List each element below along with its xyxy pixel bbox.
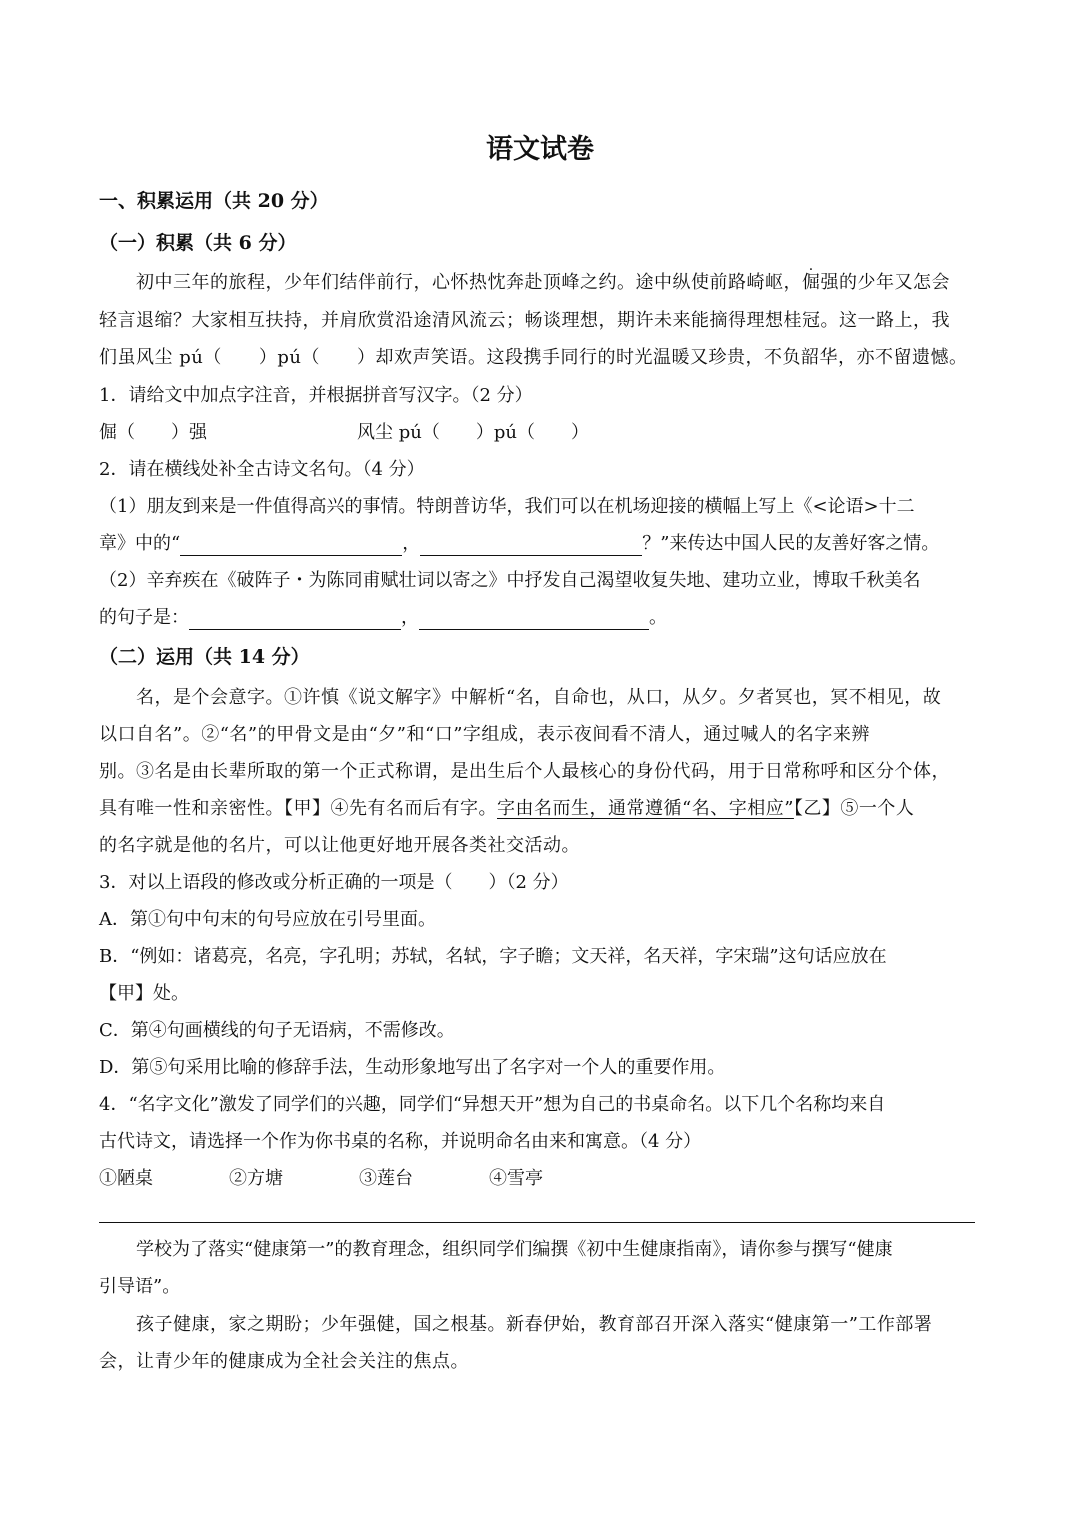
passage-text: 【乙】⑤一个人	[793, 798, 915, 819]
page-title: 语文试卷	[486, 134, 594, 165]
question-2-1-blanks	[99, 532, 939, 556]
passage-line: 名，是个会意字。①许慎《说文解字》中解析“名，自命也，从口，从夕。夕者冥也，冥不相见，故	[136, 687, 942, 708]
fill-blank[interactable]	[420, 537, 642, 556]
text: 。	[649, 607, 667, 628]
question-2-2-blanks	[99, 606, 667, 630]
text: 章》中的“	[99, 533, 181, 554]
answer-line[interactable]	[99, 1222, 975, 1223]
answer-blank-pu[interactable]: 风尘 pú（ ）pú（ ）	[357, 422, 589, 443]
question-1-answers	[99, 421, 589, 445]
name-option[interactable]: ②方塘	[229, 1168, 283, 1189]
passage-line: 们虽风尘 pú（ ）pú（ ）却欢声笑语。这段携手同行的时光温暖又珍贵，不负韶华，亦不留遗憾。	[99, 347, 968, 368]
question-3: 3．对以上语段的修改或分析正确的一项是（ ）（2 分）	[99, 872, 569, 893]
option-c[interactable]: C．第④句画横线的句子无语病，不需修改。	[99, 1020, 455, 1041]
question-1: 1．请给文中加点字注音，并根据拼音写汉字。（2 分）	[99, 385, 533, 406]
text: 的句子是：	[99, 607, 189, 628]
fill-blank[interactable]	[180, 537, 402, 556]
name-option[interactable]: ③莲台	[359, 1168, 413, 1189]
underlined-sentence: 字由名而生，通常遵循“名、字相应”	[497, 798, 794, 819]
passage-line	[136, 271, 950, 295]
section2-passage-cont: 会，让青少年的健康成为全社会关注的焦点。	[99, 1351, 469, 1372]
passage-text: 初中三年的旅程，少年们结伴前行，心怀热忱奔赴顶峰之约。途中纵使前路崎岖，	[136, 272, 802, 293]
section-heading: 一、积累运用（共 20 分）	[99, 190, 329, 212]
answer-blank-jue[interactable]: 倔（ ）强	[99, 422, 207, 443]
question-4-cont: 古代诗文，请选择一个作为你书桌的名称，并说明命名由来和寓意。（4 分）	[99, 1131, 702, 1152]
question-4: 4．“名字文化”激发了同学们的兴趣，同学们“异想天开”想为自己的书桌命名。以下几个名称均来自	[99, 1094, 886, 1115]
text: ，	[402, 533, 421, 554]
passage-line	[99, 797, 914, 821]
subsection-heading: （一）积累（共 6 分）	[99, 232, 297, 254]
fill-blank[interactable]	[189, 611, 401, 630]
option-b[interactable]: B．“例如：诸葛亮，名亮，字孔明；苏轼，名轼，字子瞻；文天祥，名天祥，字宋瑞”这句话应放在	[99, 946, 887, 967]
option-d[interactable]: D．第⑤句采用比喻的修辞手法，生动形象地写出了名字对一个人的重要作用。	[99, 1057, 726, 1078]
question-2-1-line: （1）朋友到来是一件值得高兴的事情。特朗普访华，我们可以在机场迎接的横幅上写上《<论语>十二	[99, 496, 915, 517]
text: ，	[401, 607, 419, 628]
fill-blank[interactable]	[419, 611, 649, 630]
section2-passage: 孩子健康，家之期盼；少年强健，国之根基。新春伊始，教育部召开深入落实“健康第一”工作部署	[136, 1314, 933, 1335]
option-b-cont: 【甲】处。	[99, 983, 189, 1004]
text: ？”来传达中国人民的友善好客之情。	[642, 533, 940, 554]
passage-text: 具有唯一性和亲密性。【甲】④先有名而后有字。	[99, 798, 497, 819]
section2-intro: 学校为了落实“健康第一”的教育理念，组织同学们编撰《初中生健康指南》，请你参与撰写“健康	[136, 1239, 893, 1260]
passage-line: 的名字就是他的名片，可以让他更好地开展各类社交活动。	[99, 835, 580, 856]
question-4-options	[99, 1167, 619, 1191]
question-2-2-line: （2）辛弃疾在《破阵子・为陈同甫赋壮词以寄之》中抒发自己渴望收复失地、建功立业，博取千秋美名	[99, 570, 921, 591]
passage-line: 别。③名是由长辈所取的第一个正式称谓，是出生后个人最核心的身份代码，用于日常称呼和区分个体，	[99, 761, 950, 782]
section2-intro-cont: 引导语”。	[99, 1276, 181, 1297]
option-a[interactable]: A．第①句中句末的句号应放在引号里面。	[99, 909, 436, 930]
dotted-character: 倔	[802, 272, 821, 293]
passage-line: 轻言退缩？大家相互扶持，并肩欣赏沿途清风流云；畅谈理想，期许未来能摘得理想桂冠。这一路上，我	[99, 310, 950, 331]
question-2: 2．请在横线处补全古诗文名句。（4 分）	[99, 459, 425, 480]
passage-line: 以口自名”。②“名”的甲骨文是由“夕”和“口”字组成，表示夜间看不清人，通过喊人的名字来辨	[99, 724, 870, 745]
name-option[interactable]: ④雪亭	[489, 1168, 543, 1189]
name-option[interactable]: ①陋桌	[99, 1168, 153, 1189]
subsection-heading: （二）运用（共 14 分）	[99, 646, 310, 668]
passage-text: 强的少年又怎会	[820, 272, 950, 293]
